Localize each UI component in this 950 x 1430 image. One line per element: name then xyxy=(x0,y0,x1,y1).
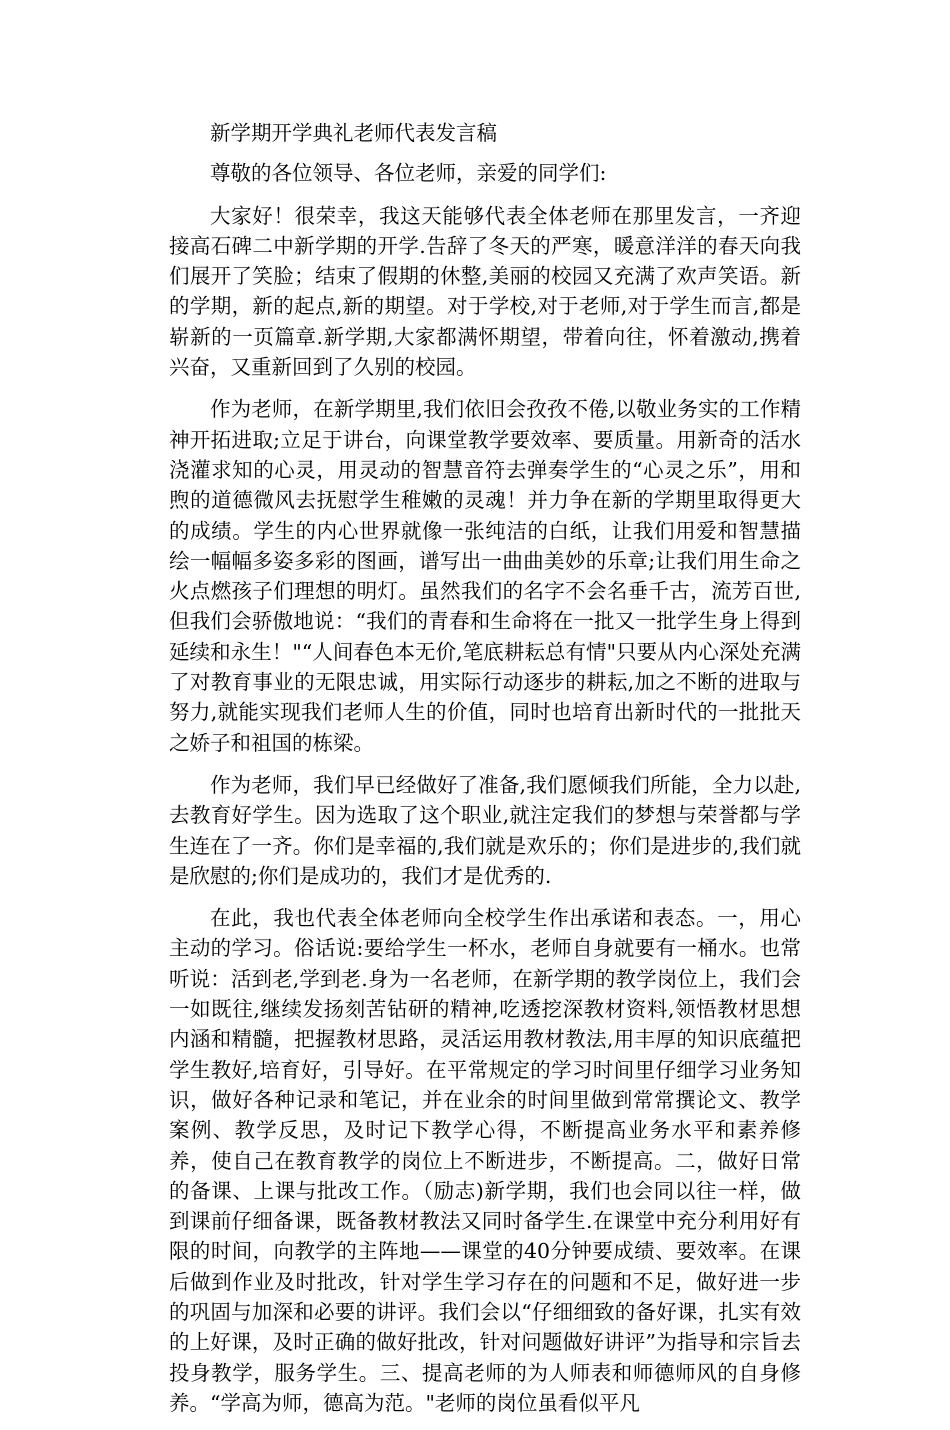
paragraph-2: 作为老师，在新学期里,我们依旧会孜孜不倦,以敬业务实的工作精神开拓进取;立足于讲台，向课堂教学要效率、要质量。用新奇的活水浇灌求知的心灵，用灵动的智慧音符去弹奏学生的“心灵之乐”，用和煦的道德微风去抚慰学生稚嫩的灵魂！并力争在新的学期里取得更大的成绩。学生的内心世界就像一张纯洁的白纸，让我们用爱和智慧描绘一幅幅多姿多彩的图画，谱写出一曲曲美妙的乐章;让我们用生命之火点燃孩子们理想的明灯。虽然我们的名字不会名垂千古，流芳百世,但我们会骄傲地说：“我们的青春和生命将在一批又一批学生身上得到延续和永生！"“人间春色本无价,笔底耕耘总有情"只要从内心深处充满了对教育事业的无限忠诚，用实际行动逐步的耕耘,加之不断的进取与努力,就能实现我们老师人生的价值，同时也培育出新时代的一批批天之娇子和祖国的栋梁。 xyxy=(169,397,801,755)
paragraph-3: 作为老师，我们早已经做好了准备,我们愿倾我们所能，全力以赴,去教育好学生。因为选取了这个职业,就注定我们的梦想与荣誉都与学生连在了一齐。你们是幸福的,我们就是欢乐的；你们是进步的,我们就是欣慰的;你们是成功的，我们才是优秀的. xyxy=(169,772,801,888)
salutation: 尊敬的各位领导、各位老师，亲爱的同学们: xyxy=(210,161,607,186)
paragraph-1: 大家好！很荣幸，我这天能够代表全体老师在那里发言，一齐迎接高石碑二中新学期的开学.告辞了冬天的严寒，暖意洋洋的春天向我们展开了笑脸；结束了假期的休整,美丽的校园又充满了欢声笑语。新的学期，新的起点,新的期望。对于学校,对于老师,对于学生而言,都是崭新的一页篇章.新学期,大家都满怀期望，带着向往，怀着激动,携着兴奋，又重新回到了久别的校园。 xyxy=(169,203,801,380)
document-title: 新学期开学典礼老师代表发言稿 xyxy=(210,121,497,145)
document-body xyxy=(169,118,801,1430)
paragraph-4: 在此，我也代表全体老师向全校学生作出承诺和表态。一，用心主动的学习。俗话说:要给学生一杯水，老师自身就要有一桶水。也常听说：活到老,学到老.身为一名老师，在新学期的教学岗位上，我们会一如既往,继续发扬刻苦钻研的精神,吃透挖深教材资料,领悟教材思想内涵和精髓，把握教材思路，灵活运用教材教法,用丰厚的知识底蕴把学生教好,培育好，引导好。在平常规定的学习时间里仔细学习业务知识，做好各种记录和笔记，并在业余的时间里做到常常撰论文、教学案例、教学反思，及时记下教学心得，不断提高业务水平和素养修养，使自己在教育教学的岗位上不断进步，不断提高。二，做好日常的备课、上课与批改工作。（励志)新学期，我们也会同以往一样，做到课前仔细备课，既备教材教法又同时备学生.在课堂中充分利用好有限的时间，向教学的主阵地——课堂的40分钟要成绩、要效率。在课后做到作业及时批改，针对学生学习存在的问题和不足，做好进一步的巩固与加深和必要的讲评。我们会以“仔细细致的备好课，扎实有效的上好课，及时正确的做好批改，针对问题做好讲评”为指导和宗旨去投身教学，服务学生。三、提高老师的为人师表和师德师风的自身修养。“学高为师，德高为范。"老师的岗位虽看似平凡 xyxy=(169,906,801,1415)
